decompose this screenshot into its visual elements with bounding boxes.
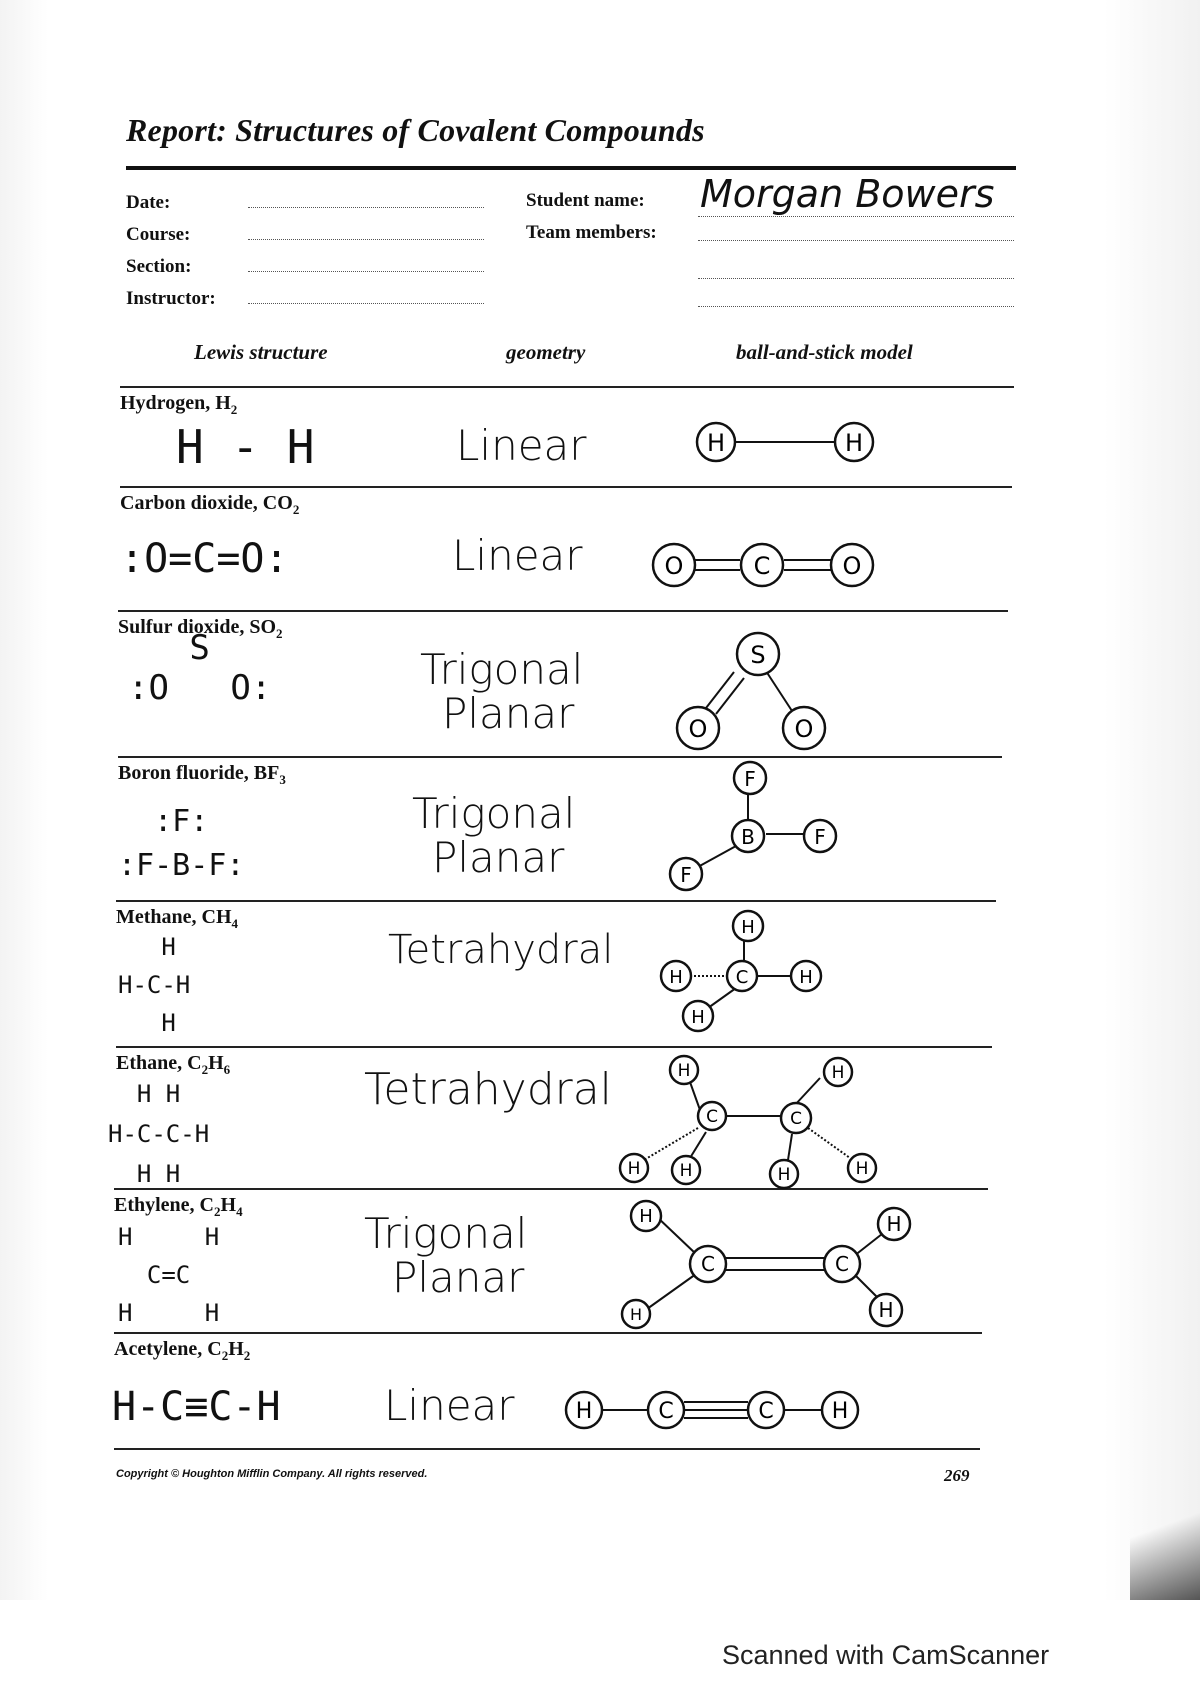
svg-text:C: C <box>735 967 749 988</box>
svg-text:O: O <box>688 715 708 743</box>
svg-text:H: H <box>627 1159 641 1179</box>
date-line[interactable] <box>248 207 484 208</box>
row-label-carbon-dioxide: Carbon dioxide, $CO_2$ <box>120 492 300 517</box>
student-name-line[interactable] <box>698 216 1014 217</box>
team-members-label: Team members: <box>526 222 657 243</box>
model-methane <box>656 902 856 1042</box>
svg-text:H: H <box>575 1399 593 1424</box>
lewis-sulfur-dioxide: S :O O: <box>128 628 272 708</box>
svg-text:H: H <box>855 1159 869 1179</box>
student-name-handwriting: Morgan Bowers <box>700 172 995 216</box>
svg-text:S: S <box>750 641 766 669</box>
svg-text:H: H <box>886 1212 902 1236</box>
team-line-2[interactable] <box>698 278 1014 279</box>
lewis-methane: H H-C-H H <box>118 933 191 1037</box>
svg-text:H: H <box>831 1063 845 1083</box>
svg-text:H: H <box>741 917 755 938</box>
page-curl-shadow <box>1130 1500 1200 1600</box>
course-label: Course: <box>126 224 191 245</box>
geometry-methane: Tetrahydral <box>388 927 614 973</box>
svg-text:H: H <box>677 1061 691 1081</box>
svg-text:H: H <box>669 967 683 988</box>
section-label: Section: <box>126 256 192 277</box>
svg-text:H: H <box>844 429 864 457</box>
col-lewis-structure: Lewis structure <box>194 340 328 364</box>
geometry-carbon-dioxide: Linear <box>452 531 583 580</box>
svg-text:H: H <box>777 1165 791 1185</box>
team-line-3[interactable] <box>698 306 1014 307</box>
lewis-hydrogen: H - H <box>176 420 315 474</box>
model-acetylene <box>560 1382 880 1442</box>
svg-text:C: C <box>658 1399 674 1424</box>
row-rule <box>116 1046 992 1048</box>
row-rule <box>120 486 1012 488</box>
svg-text:F: F <box>680 863 692 887</box>
geometry-hydrogen: Linear <box>456 421 587 470</box>
geometry-ethylene: Trigonal Planar <box>364 1209 528 1302</box>
student-name-label: Student name: <box>526 190 645 211</box>
model-ethylene <box>620 1194 920 1334</box>
row-label-acetylene: Acetylene, $C_2H_2$ <box>114 1338 251 1363</box>
svg-text:B: B <box>741 825 755 849</box>
svg-text:O: O <box>794 715 814 743</box>
title-rule <box>126 166 1016 170</box>
svg-text:H: H <box>831 1399 849 1424</box>
svg-text:C: C <box>835 1252 849 1276</box>
lewis-carbon-dioxide: :O=C=O: <box>120 536 289 582</box>
svg-text:H: H <box>679 1161 693 1181</box>
date-label: Date: <box>126 192 171 213</box>
instructor-line[interactable] <box>248 303 484 304</box>
model-carbon-dioxide <box>648 530 898 600</box>
course-line[interactable] <box>248 239 484 240</box>
col-ball-and-stick: ball-and-stick model <box>736 340 913 364</box>
row-rule <box>114 1448 980 1450</box>
geometry-boron-fluoride: Trigonal Planar <box>412 789 576 882</box>
row-rule <box>118 756 1002 758</box>
geometry-ethane: Tetrahydral <box>364 1064 612 1115</box>
report-title: Report: Structures of Covalent Compounds <box>126 112 705 148</box>
svg-text:F: F <box>744 767 756 791</box>
svg-text:H: H <box>878 1298 894 1322</box>
section-line[interactable] <box>248 271 484 272</box>
instructor-label: Instructor: <box>126 288 216 309</box>
model-ethane <box>614 1050 894 1190</box>
svg-text:H: H <box>799 967 813 988</box>
row-label-boron-fluoride: Boron fluoride, $BF_3$ <box>118 762 286 787</box>
svg-text:H: H <box>706 429 726 457</box>
lewis-ethylene: H H C=C H H <box>118 1223 220 1327</box>
page-number: 269 <box>944 1466 970 1485</box>
svg-text:O: O <box>842 552 862 580</box>
lewis-ethane: H H H-C-C-H H H <box>108 1080 210 1188</box>
row-rule <box>120 386 1014 388</box>
lewis-boron-fluoride: :F: :F-B-F: <box>118 804 245 883</box>
row-label-ethylene: Ethylene, $C_2H_4$ <box>114 1194 243 1219</box>
svg-text:C: C <box>790 1109 802 1129</box>
svg-text:H: H <box>639 1206 653 1227</box>
model-sulfur-dioxide <box>668 628 848 758</box>
geometry-acetylene: Linear <box>384 1381 515 1430</box>
svg-text:C: C <box>758 1399 774 1424</box>
svg-text:H: H <box>629 1305 643 1324</box>
copyright-notice: Copyright © Houghton Mifflin Company. All rights reserved. <box>116 1468 428 1480</box>
row-rule <box>118 610 1008 612</box>
svg-text:O: O <box>664 552 684 580</box>
row-label-sulfur-dioxide: Sulfur dioxide, $SO_2$ <box>118 616 283 641</box>
row-label-methane: Methane, $CH_4$ <box>116 906 239 931</box>
team-line-1[interactable] <box>698 240 1014 241</box>
col-geometry: geometry <box>506 340 586 364</box>
model-boron-fluoride <box>662 758 862 898</box>
svg-text:C: C <box>701 1252 715 1276</box>
svg-text:C: C <box>706 1107 718 1127</box>
model-hydrogen <box>690 414 890 474</box>
row-label-hydrogen: Hydrogen, $H_2$ <box>120 392 238 417</box>
svg-text:H: H <box>691 1007 705 1028</box>
svg-text:F: F <box>814 825 826 849</box>
scanner-watermark: Scanned with CamScanner <box>722 1640 1050 1670</box>
lewis-acetylene: H-C≡C-H <box>112 1384 281 1430</box>
row-label-ethane: Ethane, $C_2H_6$ <box>116 1052 231 1077</box>
row-rule <box>116 900 996 902</box>
geometry-sulfur-dioxide: Trigonal Planar <box>420 645 584 738</box>
svg-text:C: C <box>753 552 771 580</box>
